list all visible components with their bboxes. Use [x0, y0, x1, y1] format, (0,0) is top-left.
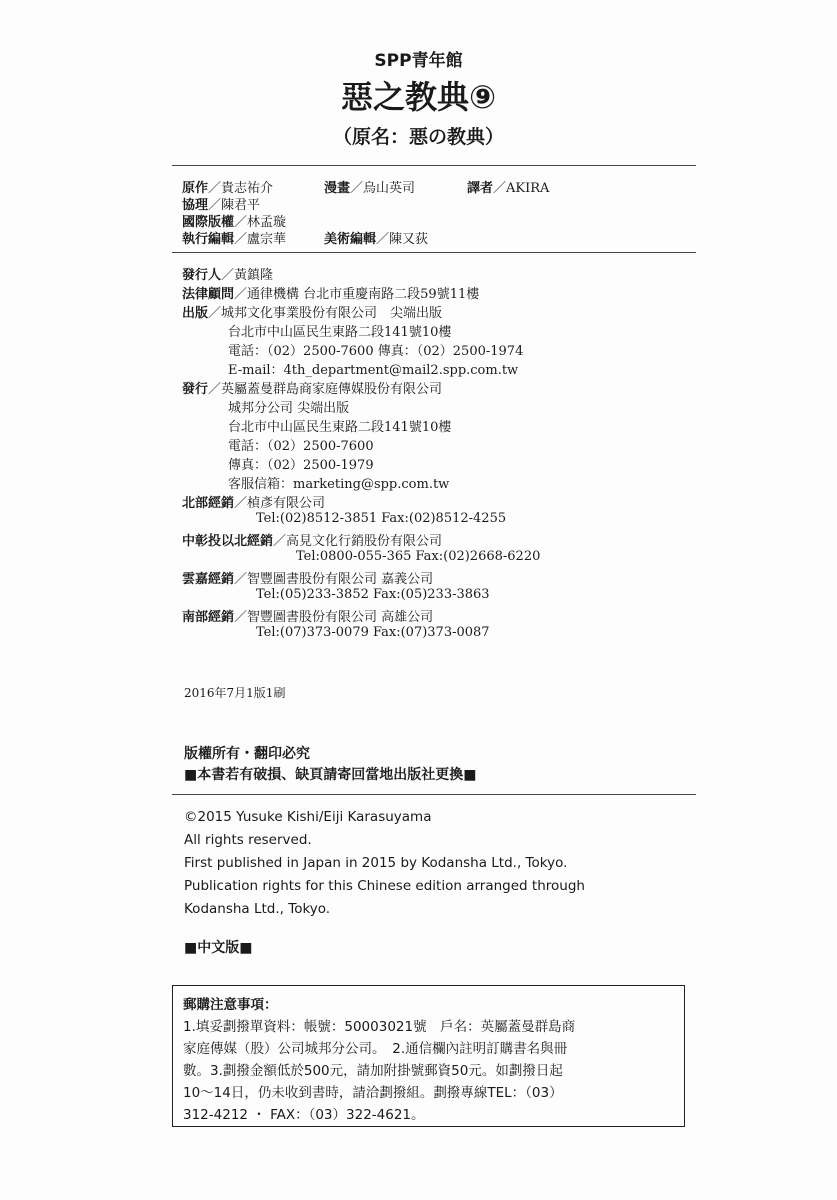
credit-original-author: 原作／貴志祐介	[182, 181, 274, 196]
credit-translator: 譯者／AKIRA	[467, 181, 550, 196]
copyright-line: All rights reserved.	[184, 832, 312, 848]
english-copyright	[184, 806, 585, 921]
mail-order-line: 1.填妥劃撥單資料：帳號：50003021號 戶名：英屬蓋曼群島商	[183, 1019, 576, 1035]
original-title: （原名：悪の教典）	[332, 126, 504, 148]
mail-order-line: 10～14日，仍未收到書時，請洽劃撥組。劃撥專線TEL：（03）	[183, 1085, 563, 1101]
info-line: 台北市中山區民生東路二段141號10樓	[228, 325, 452, 340]
info-line: E-mail：4th_department@mail2.spp.com.tw	[228, 363, 519, 378]
info-line: 北部經銷／楨彥有限公司	[182, 496, 326, 511]
info-line: 台北市中山區民生東路二段141號10樓	[228, 420, 452, 435]
chinese-edition-label: ■中文版■	[184, 940, 253, 956]
info-line: 發行／英屬蓋曼群島商家庭傳媒股份有限公司	[182, 382, 443, 397]
divider-rights	[172, 794, 696, 795]
mail-order-line: 家庭傳媒（股）公司城邦分公司。 2.通信欄內註明訂購書名與冊	[183, 1041, 568, 1057]
info-line: Tel:0800-055-365 Fax:(02)2668-6220	[296, 549, 541, 564]
info-line: 城邦分公司 尖端出版	[228, 401, 350, 416]
mail-order-box	[172, 985, 685, 1127]
info-line: Tel:(07)373-0079 Fax:(07)373-0087	[256, 625, 490, 640]
copyright-line: Publication rights for this Chinese edition arranged through	[184, 878, 585, 894]
edition-date: 2016年7月1版1刷	[184, 686, 286, 700]
divider-top	[172, 165, 696, 166]
copyright-line: Kodansha Ltd., Tokyo.	[184, 901, 331, 917]
info-line: 中彰投以北經銷／高見文化行銷股份有限公司	[182, 534, 443, 549]
info-line: 電話：（02）2500-7600 傳真：（02）2500-1974	[228, 344, 524, 359]
info-line: 出版／城邦文化事業股份有限公司 尖端出版	[182, 306, 443, 321]
info-line: 法律顧問／通律機構 台北市重慶南路二段59號11樓	[182, 287, 480, 302]
info-line: Tel:(05)233-3852 Fax:(05)233-3863	[256, 587, 490, 602]
rights-notice: 版權所有・翻印必究	[184, 746, 310, 762]
divider-credits	[172, 252, 696, 253]
info-line: 電話：（02）2500-7600	[228, 439, 374, 454]
imprint-name: SPP青年館	[374, 51, 463, 71]
credit-manga-artist: 漫畫／烏山英司	[324, 181, 416, 196]
credit-associate-manager: 協理／陳君平	[182, 198, 261, 213]
info-line: Tel:(02)8512-3851 Fax:(02)8512-4255	[256, 511, 507, 526]
book-title: 惡之教典⑨	[340, 78, 497, 116]
info-line: 發行人／黃鎮隆	[182, 268, 274, 283]
mail-order-title: 郵購注意事項：	[183, 997, 278, 1013]
info-line: 南部經銷／智豐圖書股份有限公司 高雄公司	[182, 610, 434, 625]
mail-order-line: 數。3.劃撥金額低於500元，請加附掛號郵資50元。如劃撥日起	[183, 1063, 563, 1079]
mail-order-line: 312-4212 ・ FAX：（03）322-4621。	[183, 1107, 425, 1123]
damage-notice: ■本書若有破損、缺頁請寄回當地出版社更換■	[184, 767, 477, 783]
copyright-line: First published in Japan in 2015 by Kodansha Ltd., Tokyo.	[184, 855, 568, 871]
info-line: 客服信箱：marketing@spp.com.tw	[228, 477, 450, 492]
copyright-line: ©2015 Yusuke Kishi/Eiji Karasuyama	[184, 809, 432, 825]
credit-international-rights: 國際版權／林孟璇	[182, 215, 287, 230]
info-line: 傳真：（02）2500-1979	[228, 458, 374, 473]
credit-executive-editor: 執行編輯／盧宗華	[182, 232, 287, 247]
credit-art-editor: 美術編輯／陳又荻	[324, 232, 429, 247]
info-line: 雲嘉經銷／智豐圖書股份有限公司 嘉義公司	[182, 572, 434, 587]
